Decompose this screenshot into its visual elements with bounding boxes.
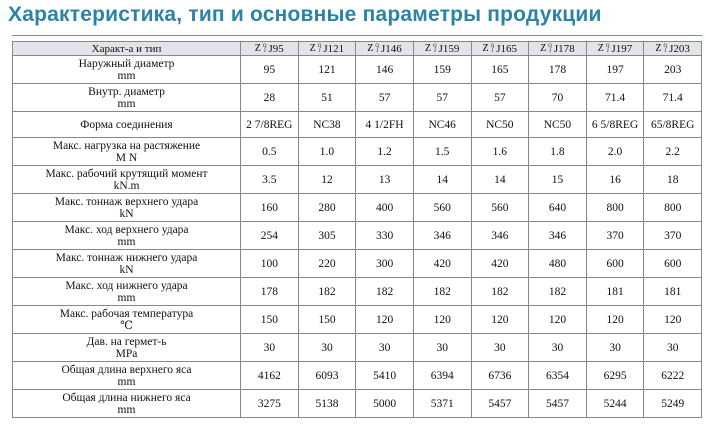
- value-cell: 16: [586, 166, 644, 194]
- model-code: [367, 43, 402, 55]
- model-stack: [433, 44, 437, 54]
- value-cell: 150: [241, 306, 299, 334]
- header-model: [644, 42, 702, 56]
- value-cell: 181: [644, 278, 702, 306]
- value-cell: 1.0: [298, 138, 356, 166]
- value-cell: 12: [298, 166, 356, 194]
- model-prefix: Z: [254, 43, 261, 54]
- value-cell: 3.5: [241, 166, 299, 194]
- value-cell: 30: [471, 334, 529, 362]
- model-stack: [491, 44, 495, 54]
- value-cell: 30: [644, 334, 702, 362]
- header-model: [356, 42, 414, 56]
- model-name: J159: [438, 43, 460, 55]
- value-cell: 640: [529, 194, 587, 222]
- value-cell: 346: [413, 222, 471, 250]
- value-cell: 6093: [298, 362, 356, 390]
- model-stack: [318, 44, 322, 54]
- param-unit: ℃: [120, 319, 133, 332]
- value-cell: 57: [356, 84, 414, 112]
- value-cell: 18: [644, 166, 702, 194]
- value-cell: 203: [644, 56, 702, 84]
- value-cell: 6354: [529, 362, 587, 390]
- spec-table: [12, 41, 702, 418]
- value-cell: 182: [413, 278, 471, 306]
- value-cell: 30: [586, 334, 644, 362]
- model-code: [655, 43, 690, 55]
- param-label: Общая длина верхнего яса: [61, 363, 192, 376]
- value-cell: NC46: [413, 112, 471, 138]
- value-cell: 57: [471, 84, 529, 112]
- value-cell: 65/8REG: [644, 112, 702, 138]
- value-cell: 5138: [298, 390, 356, 418]
- param-unit: mm: [117, 69, 136, 82]
- table-row: [13, 222, 702, 250]
- header-row: [13, 42, 702, 56]
- model-prefix: Z: [309, 43, 316, 54]
- value-cell: 5249: [644, 390, 702, 418]
- param-label: Макс. нагрузка на растяжение: [52, 139, 201, 152]
- param-cell: [13, 278, 241, 306]
- param-cell: [13, 362, 241, 390]
- value-cell: 160: [241, 194, 299, 222]
- value-cell: 70: [529, 84, 587, 112]
- param-unit: mm: [117, 375, 136, 388]
- value-cell: 6 5/8REG: [586, 112, 644, 138]
- value-cell: 2.0: [586, 138, 644, 166]
- value-cell: 6394: [413, 362, 471, 390]
- header-label: Характ-а и тип: [13, 42, 241, 56]
- model-prefix: Z: [367, 43, 374, 54]
- value-cell: 15: [529, 166, 587, 194]
- model-sub: J: [606, 49, 609, 54]
- model-code: [425, 43, 460, 55]
- header-model: [413, 42, 471, 56]
- param-unit: MPa: [115, 347, 138, 360]
- model-sup: Q: [490, 44, 495, 49]
- value-cell: 346: [529, 222, 587, 250]
- param-label: Внутр. диаметр: [88, 85, 165, 98]
- param-cell: [13, 166, 241, 194]
- param-unit: kN: [119, 263, 134, 276]
- param-cell: [13, 250, 241, 278]
- model-stack: [375, 44, 379, 54]
- page-title: Характеристика, тип и основные параметры продукции: [8, 3, 602, 26]
- value-cell: NC50: [471, 112, 529, 138]
- model-name: J203: [669, 43, 690, 55]
- model-name: J165: [496, 43, 518, 55]
- param-label: Общая длина нижнего яса: [62, 391, 191, 404]
- model-sup: Q: [433, 44, 437, 49]
- model-stack: [263, 44, 267, 54]
- param-cell: [13, 194, 241, 222]
- value-cell: 5457: [529, 390, 587, 418]
- value-cell: 182: [529, 278, 587, 306]
- value-cell: NC50: [529, 112, 587, 138]
- model-code: [598, 43, 633, 55]
- model-name: J178: [553, 43, 575, 55]
- value-cell: 800: [586, 194, 644, 222]
- param-cell: [13, 390, 241, 418]
- model-name: J146: [381, 43, 402, 55]
- model-prefix: Z: [655, 43, 662, 54]
- value-cell: 480: [529, 250, 587, 278]
- value-cell: 120: [471, 306, 529, 334]
- model-prefix: Z: [482, 43, 489, 54]
- value-cell: 560: [471, 194, 529, 222]
- param-label: Макс. тоннаж верхнего удара: [54, 195, 199, 208]
- value-cell: 30: [413, 334, 471, 362]
- value-cell: 30: [241, 334, 299, 362]
- model-code: [310, 43, 345, 55]
- value-cell: 220: [298, 250, 356, 278]
- table-row: [13, 112, 702, 138]
- param-unit: mm: [117, 291, 136, 304]
- value-cell: 4162: [241, 362, 299, 390]
- value-cell: 3275: [241, 390, 299, 418]
- param-label: Макс. ход верхнего удара: [64, 223, 189, 236]
- value-cell: 57: [413, 84, 471, 112]
- value-cell: 182: [471, 278, 529, 306]
- param-cell: [13, 84, 241, 112]
- value-cell: 30: [529, 334, 587, 362]
- value-cell: 6222: [644, 362, 702, 390]
- table-row: [13, 362, 702, 390]
- param-cell: [13, 138, 241, 166]
- model-stack: [548, 44, 552, 54]
- value-cell: 4 1/2FH: [356, 112, 414, 138]
- value-cell: 370: [644, 222, 702, 250]
- value-cell: 6295: [586, 362, 644, 390]
- param-cell: [13, 306, 241, 334]
- value-cell: 14: [413, 166, 471, 194]
- value-cell: 146: [356, 56, 414, 84]
- model-stack: [606, 44, 610, 54]
- value-cell: 150: [298, 306, 356, 334]
- header-model: [586, 42, 644, 56]
- model-sub: J: [549, 49, 552, 54]
- model-prefix: Z: [597, 43, 604, 54]
- param-unit: M N: [115, 151, 138, 164]
- value-cell: 95: [241, 56, 299, 84]
- table-row: [13, 390, 702, 418]
- value-cell: 5410: [356, 362, 414, 390]
- value-cell: 14: [471, 166, 529, 194]
- value-cell: 30: [356, 334, 414, 362]
- param-label: Макс. рабочий крутящий момент: [45, 167, 208, 180]
- header-model: [241, 42, 299, 56]
- value-cell: 71.4: [586, 84, 644, 112]
- model-name: J197: [611, 43, 633, 55]
- value-cell: 120: [413, 306, 471, 334]
- param-label: Наружный диаметр: [78, 57, 175, 70]
- param-cell: [13, 222, 241, 250]
- table-row: [13, 250, 702, 278]
- param-unit: kN: [119, 207, 134, 220]
- header-model: [298, 42, 356, 56]
- model-sup: Q: [548, 44, 552, 49]
- table-row: [13, 166, 702, 194]
- param-label: Форма соединения: [80, 118, 173, 131]
- param-unit: mm: [117, 403, 136, 416]
- model-prefix: Z: [424, 43, 432, 54]
- model-sup: Q: [262, 44, 267, 49]
- value-cell: NC38: [298, 112, 356, 138]
- value-cell: 178: [241, 278, 299, 306]
- value-cell: 254: [241, 222, 299, 250]
- param-unit: kN.m: [113, 179, 140, 192]
- value-cell: 1.6: [471, 138, 529, 166]
- value-cell: 30: [298, 334, 356, 362]
- value-cell: 346: [471, 222, 529, 250]
- param-label: Макс. ход нижнего удара: [65, 279, 188, 292]
- model-sup: Q: [605, 44, 610, 49]
- header-model: [529, 42, 587, 56]
- model-code: [255, 43, 284, 55]
- table-row: [13, 334, 702, 362]
- model-name: J95: [268, 43, 284, 55]
- param-unit: mm: [117, 235, 136, 248]
- param-label: Дав. на гермет-ь: [86, 335, 167, 348]
- param-cell: [13, 56, 241, 84]
- param-unit: mm: [117, 97, 136, 110]
- table-row: [13, 306, 702, 334]
- model-sup: Q: [317, 44, 322, 49]
- model-prefix: Z: [540, 43, 547, 54]
- value-cell: 121: [298, 56, 356, 84]
- value-cell: 28: [241, 84, 299, 112]
- param-label: Макс. тоннаж нижнего удара: [55, 251, 198, 264]
- model-sub: J: [433, 49, 436, 54]
- model-sub: J: [318, 49, 321, 54]
- value-cell: 182: [298, 278, 356, 306]
- value-cell: 5457: [471, 390, 529, 418]
- table-row: [13, 278, 702, 306]
- model-sup: Q: [375, 44, 380, 49]
- value-cell: 370: [586, 222, 644, 250]
- value-cell: 159: [413, 56, 471, 84]
- model-sub: J: [263, 49, 266, 54]
- table-row: [13, 84, 702, 112]
- param-cell: [13, 112, 241, 138]
- model-sub: J: [491, 49, 494, 54]
- value-cell: 400: [356, 194, 414, 222]
- value-cell: 2.2: [644, 138, 702, 166]
- table-row: [13, 56, 702, 84]
- value-cell: 1.8: [529, 138, 587, 166]
- model-stack: [664, 44, 668, 54]
- table-row: [13, 194, 702, 222]
- value-cell: 280: [298, 194, 356, 222]
- model-name: J121: [323, 43, 345, 55]
- value-cell: 1.2: [356, 138, 414, 166]
- model-code: [540, 43, 575, 55]
- value-cell: 120: [644, 306, 702, 334]
- value-cell: 330: [356, 222, 414, 250]
- value-cell: 300: [356, 250, 414, 278]
- value-cell: 120: [356, 306, 414, 334]
- param-cell: [13, 334, 241, 362]
- model-sub: J: [664, 49, 667, 54]
- param-label: Макс. рабочая температура: [59, 307, 194, 320]
- model-sub: J: [376, 49, 379, 54]
- value-cell: 71.4: [644, 84, 702, 112]
- value-cell: 6736: [471, 362, 529, 390]
- table-row: [13, 138, 702, 166]
- value-cell: 100: [241, 250, 299, 278]
- value-cell: 5244: [586, 390, 644, 418]
- model-code: [483, 43, 518, 55]
- value-cell: 120: [586, 306, 644, 334]
- value-cell: 2 7/8REG: [241, 112, 299, 138]
- value-cell: 600: [586, 250, 644, 278]
- value-cell: 5371: [413, 390, 471, 418]
- value-cell: 600: [644, 250, 702, 278]
- value-cell: 13: [356, 166, 414, 194]
- value-cell: 197: [586, 56, 644, 84]
- value-cell: 305: [298, 222, 356, 250]
- model-sup: Q: [663, 44, 668, 49]
- value-cell: 165: [471, 56, 529, 84]
- value-cell: 182: [356, 278, 414, 306]
- value-cell: 420: [471, 250, 529, 278]
- table-body: [13, 56, 702, 418]
- value-cell: 178: [529, 56, 587, 84]
- value-cell: 5000: [356, 390, 414, 418]
- value-cell: 800: [644, 194, 702, 222]
- value-cell: 51: [298, 84, 356, 112]
- value-cell: 181: [586, 278, 644, 306]
- value-cell: 420: [413, 250, 471, 278]
- value-cell: 560: [413, 194, 471, 222]
- title-divider: [12, 35, 702, 36]
- value-cell: 120: [529, 306, 587, 334]
- value-cell: 0.5: [241, 138, 299, 166]
- value-cell: 1.5: [413, 138, 471, 166]
- header-model: [471, 42, 529, 56]
